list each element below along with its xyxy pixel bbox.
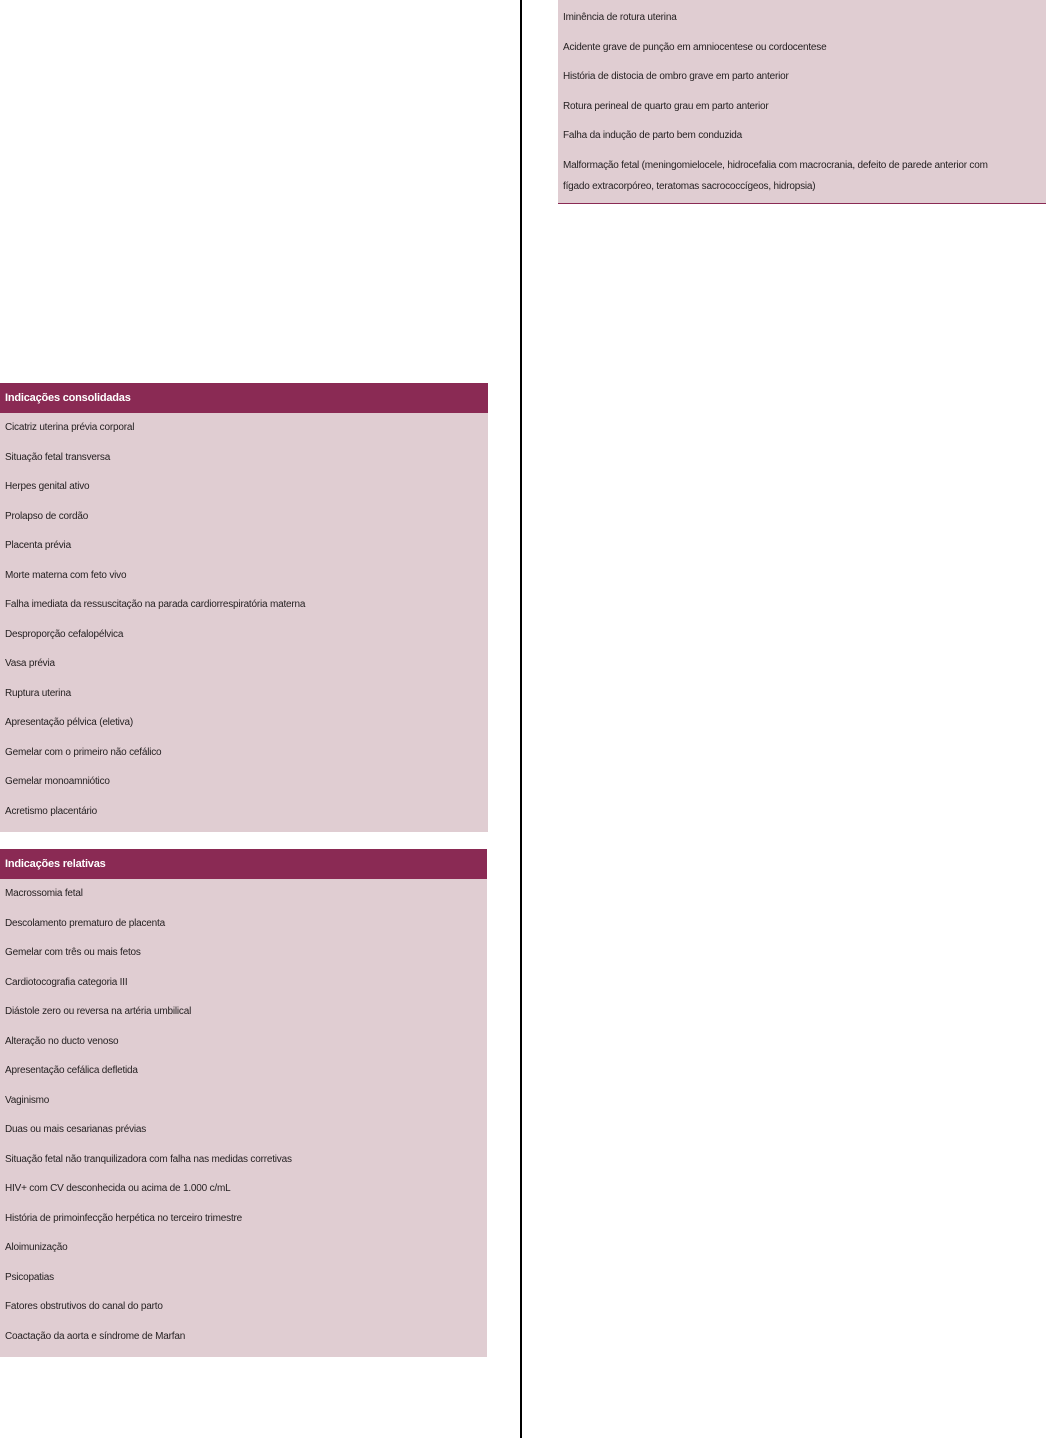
table-row: Alteração no ducto venoso	[5, 1035, 119, 1047]
table-row: Desproporção cefalopélvica	[5, 628, 124, 640]
relative-header: Indicações relativas	[0, 849, 487, 879]
column-divider	[520, 0, 522, 1438]
table-row: Diástole zero ou reversa na artéria umbilical	[5, 1006, 192, 1017]
table-row: História de distocia de ombro grave em parto anterior	[563, 71, 789, 82]
table-row: Ruptura uterina	[5, 687, 71, 699]
table-row: Falha da indução de parto bem conduzida	[563, 130, 742, 141]
table-row: Acidente grave de punção em amniocentese ou cordocentese	[563, 41, 827, 53]
table-row: Cardiotocografia categoria III	[5, 976, 128, 988]
continued-indications-table	[558, 0, 1046, 204]
table-row: Vasa prévia	[5, 658, 55, 669]
table-row: Morte materna com feto vivo	[5, 569, 127, 581]
relative-indications-table	[0, 849, 487, 1357]
table-row: Situação fetal não tranquilizadora com falha nas medidas corretivas	[5, 1153, 292, 1165]
table-row: Aloimunização	[5, 1242, 68, 1253]
table-row: Herpes genital ativo	[5, 481, 90, 492]
table-row: Rotura perineal de quarto grau em parto anterior	[563, 100, 769, 112]
table-row: Macrossomia fetal	[5, 888, 83, 899]
table-row: Situação fetal transversa	[5, 451, 111, 463]
table-row: Prolapso de cordão	[5, 510, 89, 522]
table-row: História de primoinfecção herpética no terceiro trimestre	[5, 1212, 243, 1224]
consolidated-header: Indicações consolidadas	[0, 383, 488, 413]
table-row: Vaginismo	[5, 1094, 50, 1106]
table-row: Malformação fetal (meningomielocele, hidrocefalia com macrocrania, defeito de parede anterior com fígado extracorpóreo, teratomas sacrococcígeos, hidropsia)	[563, 159, 988, 192]
table-row: Acretismo placentário	[5, 805, 97, 817]
table-row: Gemelar com o primeiro não cefálico	[5, 746, 162, 758]
table-row: Duas ou mais cesarianas prévias	[5, 1124, 147, 1135]
table-row: Falha imediata da ressuscitação na parada cardiorrespiratória materna	[5, 599, 306, 610]
consolidated-indications-table	[0, 383, 488, 832]
table-row: Descolamento prematuro de placenta	[5, 917, 165, 929]
table-row: HIV+ com CV desconhecida ou acima de 1.000 c/mL	[5, 1183, 231, 1194]
table-row: Fatores obstrutivos do canal do parto	[5, 1301, 163, 1312]
table-row: Gemelar com três ou mais fetos	[5, 947, 141, 958]
table-row: Apresentação cefálica defletida	[5, 1065, 138, 1076]
table-row: Psicopatias	[5, 1271, 54, 1283]
table-row: Gemelar monoamniótico	[5, 776, 110, 787]
table-row: Cicatriz uterina prévia corporal	[5, 422, 135, 433]
table-row: Placenta prévia	[5, 540, 71, 551]
table-row: Iminência de rotura uterina	[563, 12, 677, 23]
table-row: Coactação da aorta e síndrome de Marfan	[5, 1330, 186, 1342]
table-row: Apresentação pélvica (eletiva)	[5, 717, 133, 728]
